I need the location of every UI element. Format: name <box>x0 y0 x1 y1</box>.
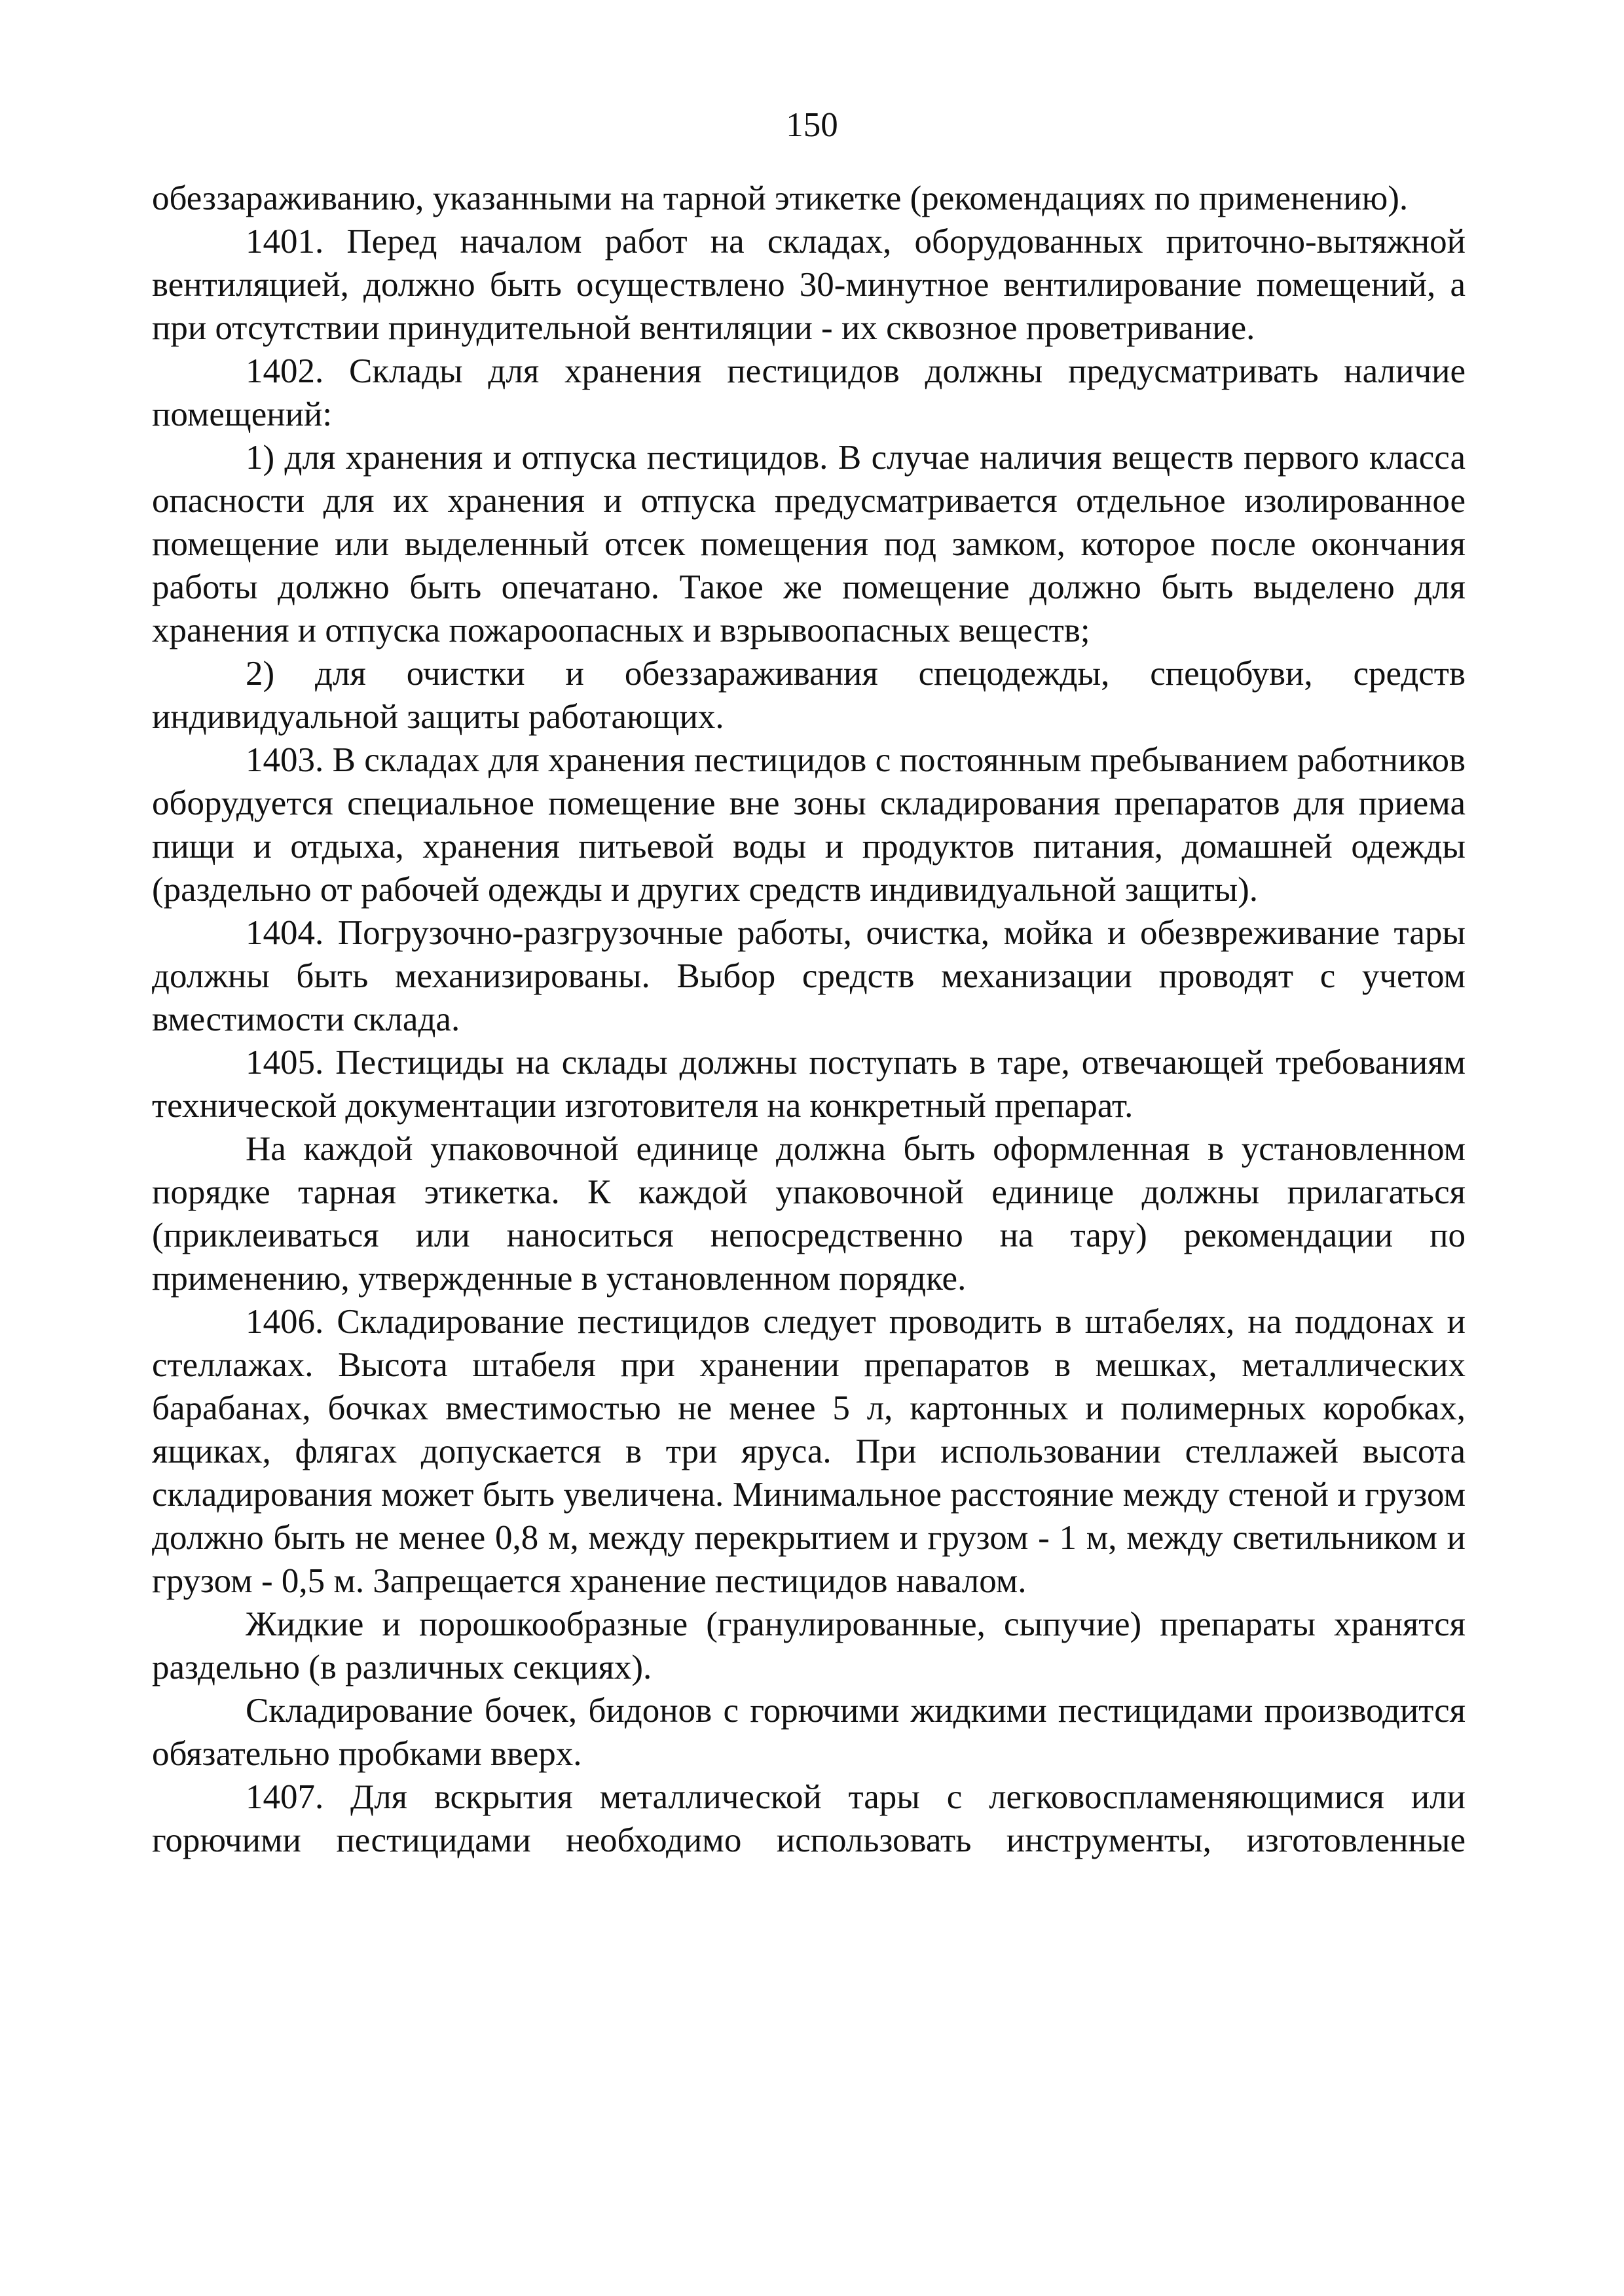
paragraph-1403: 1403. В складах для хранения пестицидов с постоянным пребыванием работников оборудуется специальное помещение вне зоны складирования препаратов для приема пищи и отдыха, хранения питьевой воды и продуктов питания, домашней одежды (раздельно от рабочей одежды и других средств индивидуальной защиты). <box>152 741 1466 909</box>
paragraph-1407: 1407. Для вскрытия металлической тары с легковоспламеняющимися или горючими пестицидами необходимо использовать инструменты, изготовленные <box>152 1778 1466 1859</box>
paragraph-1401: 1401. Перед началом работ на складах, оборудованных приточно-вытяжной вентиляцией, должно быть осуществлено 30-минутное вентилирование помещений, а при отсутствии принудительной вентиляции - их сквозное проветривание. <box>152 223 1466 347</box>
paragraph-1406: 1406. Складирование пестицидов следует проводить в штабелях, на поддонах и стеллажах. Высота штабеля при хранении препаратов в мешках, металлических барабанах, бочках вместимостью не менее 5 л, картонных и полимерных коробках, ящиках, флягах допускается в три яруса. При использовании стеллажей высота складирования может быть увеличена. Минимальное расстояние между стеной и грузом должно быть не менее 0,8 м, между перекрытием и грузом - 1 м, между светильником и грузом - 0,5 м. Запрещается хранение пестицидов навалом. <box>152 1303 1466 1600</box>
paragraph-1405: 1405. Пестициды на склады должны поступать в таре, отвечающей требованиям технической документации изготовителя на конкретный препарат. <box>152 1044 1466 1125</box>
paragraph-1404: 1404. Погрузочно-разгрузочные работы, очистка, мойка и обезвреживание тары должны быть механизированы. Выбор средств механизации проводят с учетом вместимости склада. <box>152 914 1466 1038</box>
paragraph-1402-item-1: 1) для хранения и отпуска пестицидов. В случае наличия веществ первого класса опасности для их хранения и отпуска предусматривается отдельное изолированное помещение или выделенный отсек помещения под замком, которое после окончания работы должно быть опечатано. Такое же помещение должно быть выделено для хранения и отпуска пожароопасных и взрывоопасных веществ; <box>152 439 1466 649</box>
paragraph-1406-barrels: Складирование бочек, бидонов с горючими жидкими пестицидами производится обязательно пробками вверх. <box>152 1692 1466 1773</box>
paragraph-1402: 1402. Склады для хранения пестицидов должны предусматривать наличие помещений: <box>152 352 1466 433</box>
page-body <box>152 177 1466 1862</box>
paragraph-continuation: обеззараживанию, указанными на тарной этикетке (рекомендациях по применению). <box>152 179 1409 217</box>
paragraph-1402-item-2: 2) для очистки и обеззараживания спецодежды, спецобуви, средств индивидуальной защиты работающих. <box>152 655 1466 736</box>
paragraph-1405-labeling: На каждой упаковочной единице должна быть оформленная в установленном порядке тарная этикетка. К каждой упаковочной единице должны прилагаться (приклеиваться или наноситься непосредственно на тару) рекомендации по применению, утвержденные в установленном порядке. <box>152 1130 1466 1298</box>
page-number: 150 <box>786 106 838 144</box>
paragraph-1406-liquids: Жидкие и порошкообразные (гранулированные, сыпучие) препараты хранятся раздельно (в различных секциях). <box>152 1605 1466 1686</box>
